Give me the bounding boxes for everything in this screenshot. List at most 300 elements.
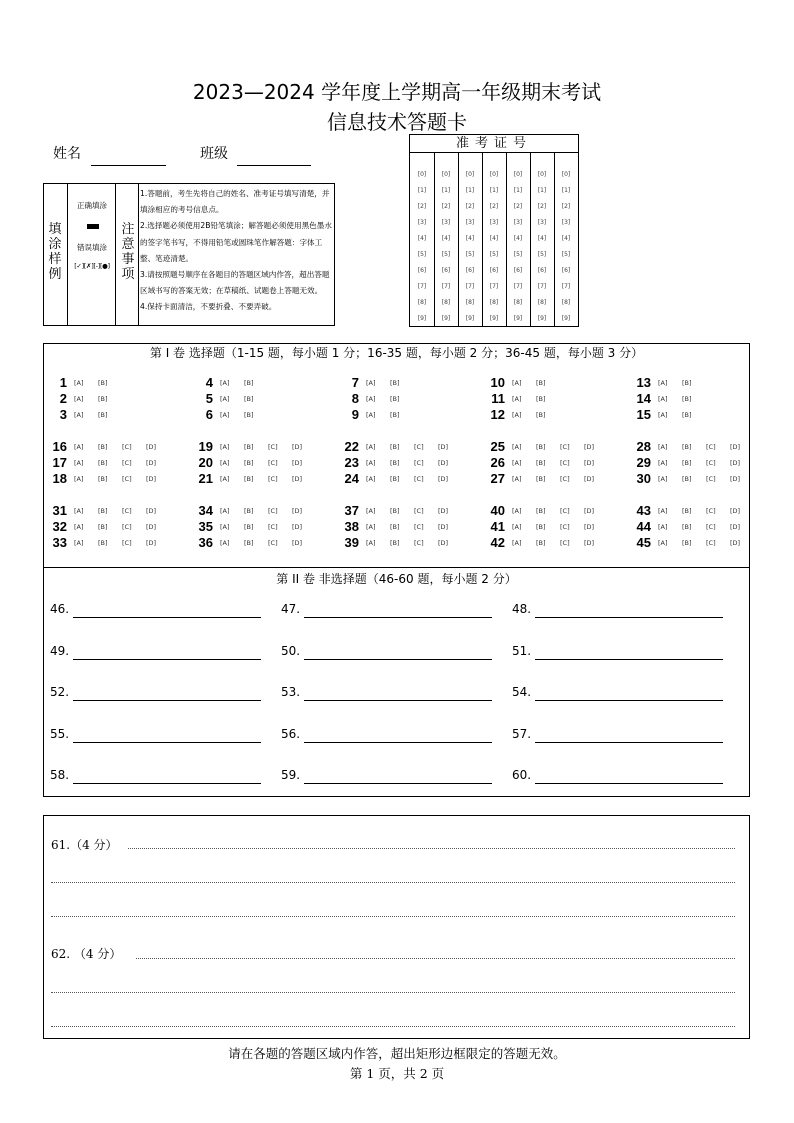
fill-answer-line[interactable]	[73, 783, 261, 784]
answer-bubble[interactable]: [B]	[536, 395, 546, 403]
notes-label: 注意事项	[121, 222, 135, 282]
answer-bubble[interactable]: [B]	[244, 507, 254, 515]
answer-bubble[interactable]: [A]	[220, 459, 230, 467]
answer-bubble[interactable]: [B]	[244, 411, 254, 419]
digit-bubble[interactable]: [4]	[561, 235, 571, 242]
answer-bubble[interactable]: [B]	[98, 507, 108, 515]
answer-bubble[interactable]: [D]	[292, 539, 303, 547]
answer-bubble[interactable]: [D]	[438, 523, 449, 531]
answer-bubble[interactable]: [A]	[512, 459, 522, 467]
answer-bubble[interactable]: [C]	[122, 523, 132, 531]
answer-line[interactable]	[51, 882, 735, 883]
answer-bubble[interactable]: [B]	[98, 523, 108, 531]
digit-bubble[interactable]: [1]	[417, 187, 427, 194]
fill-answer-line[interactable]	[304, 742, 492, 743]
answer-bubble[interactable]: [B]	[390, 443, 400, 451]
digit-bubble[interactable]: [4]	[537, 235, 547, 242]
answer-bubble[interactable]: [C]	[560, 507, 570, 515]
digit-bubble[interactable]: [5]	[537, 251, 547, 258]
answer-bubble[interactable]: [B]	[390, 475, 400, 483]
note-item: 2.选择题必须使用2B铅笔填涂；解答题必须使用黑色墨水的签字笔书写，不得用铅笔或圆珠笔作解答题：字体工整、笔迹清楚。	[140, 221, 332, 263]
digit-bubble[interactable]: [6]	[537, 267, 547, 274]
digit-bubble[interactable]: [6]	[561, 267, 571, 274]
digit-bubble[interactable]: [0]	[489, 171, 499, 178]
answer-bubble[interactable]: [D]	[730, 443, 741, 451]
answer-bubble[interactable]: [B]	[536, 539, 546, 547]
answer-bubble[interactable]: [D]	[438, 539, 449, 547]
answer-bubble[interactable]: [B]	[390, 507, 400, 515]
digit-bubble[interactable]: [7]	[537, 283, 547, 290]
digit-bubble[interactable]: [5]	[417, 251, 427, 258]
correct-fill-label: 正确填涂	[77, 201, 107, 210]
answer-bubble[interactable]: [D]	[438, 507, 449, 515]
answer-bubble[interactable]: [A]	[512, 411, 522, 419]
answer-bubble[interactable]: [A]	[366, 475, 376, 483]
answer-line[interactable]	[51, 992, 735, 993]
answer-bubble[interactable]: [D]	[584, 539, 595, 547]
answer-bubble[interactable]: [D]	[584, 459, 595, 467]
fill-answer-line[interactable]	[304, 700, 492, 701]
digit-bubble[interactable]: [5]	[441, 251, 451, 258]
digit-bubble[interactable]: [3]	[537, 219, 547, 226]
answer-bubble[interactable]: [B]	[682, 443, 692, 451]
digit-bubble[interactable]: [8]	[465, 299, 475, 306]
answer-bubble[interactable]: [B]	[244, 459, 254, 467]
fill-answer-line[interactable]	[535, 700, 723, 701]
answer-bubble[interactable]: [A]	[512, 539, 522, 547]
answer-bubble[interactable]: [C]	[414, 523, 424, 531]
answer-bubble[interactable]: [C]	[268, 459, 278, 467]
answer-bubble[interactable]: [A]	[658, 459, 668, 467]
digit-bubble[interactable]: [0]	[513, 171, 523, 178]
answer-bubble[interactable]: [A]	[658, 395, 668, 403]
class-field[interactable]	[237, 165, 311, 166]
answer-bubble[interactable]: [B]	[244, 395, 254, 403]
answer-bubble[interactable]: [D]	[292, 523, 303, 531]
fill-answer-line[interactable]	[304, 617, 492, 618]
digit-bubble[interactable]: [2]	[513, 203, 523, 210]
answer-bubble[interactable]: [A]	[366, 379, 376, 387]
digit-bubble[interactable]: [2]	[537, 203, 547, 210]
answer-bubble[interactable]: [A]	[512, 443, 522, 451]
question-number: 26	[490, 455, 505, 470]
name-label: 姓名	[53, 146, 81, 162]
digit-bubble[interactable]: [1]	[489, 187, 499, 194]
answer-bubble[interactable]: [C]	[560, 539, 570, 547]
answer-bubble[interactable]: [B]	[98, 379, 108, 387]
answer-bubble[interactable]: [D]	[730, 507, 741, 515]
digit-bubble[interactable]: [2]	[441, 203, 451, 210]
digit-bubble[interactable]: [4]	[489, 235, 499, 242]
answer-bubble[interactable]: [D]	[584, 475, 595, 483]
answer-bubble[interactable]: [A]	[366, 523, 376, 531]
question-number: 27	[490, 471, 505, 486]
digit-bubble[interactable]: [0]	[561, 171, 571, 178]
digit-bubble[interactable]: [8]	[417, 299, 427, 306]
question-number: 39	[344, 535, 359, 550]
answer-bubble[interactable]: [C]	[706, 539, 716, 547]
answer-bubble[interactable]: [B]	[98, 475, 108, 483]
answer-bubble[interactable]: [A]	[366, 539, 376, 547]
answer-bubble[interactable]: [A]	[366, 395, 376, 403]
question-number: 36	[198, 535, 213, 550]
answer-bubble[interactable]: [A]	[220, 395, 230, 403]
answer-bubble[interactable]: [B]	[536, 379, 546, 387]
answer-bubble[interactable]: [D]	[292, 443, 303, 451]
answer-bubble[interactable]: [A]	[74, 539, 84, 547]
wrong-fill-label: 错误填涂	[77, 243, 107, 252]
digit-bubble[interactable]: [2]	[489, 203, 499, 210]
answer-bubble[interactable]: [D]	[730, 459, 741, 467]
digit-bubble[interactable]: [6]	[513, 267, 523, 274]
answer-bubble[interactable]: [A]	[658, 507, 668, 515]
answer-bubble[interactable]: [D]	[146, 539, 157, 547]
answer-bubble[interactable]: [A]	[220, 379, 230, 387]
answer-bubble[interactable]: [A]	[74, 443, 84, 451]
answer-bubble[interactable]: [B]	[390, 523, 400, 531]
answer-bubble[interactable]: [C]	[414, 459, 424, 467]
question-number: 22	[344, 439, 359, 454]
fill-item-number: 48.	[512, 602, 532, 616]
digit-bubble[interactable]: [5]	[465, 251, 475, 258]
answer-bubble[interactable]: [B]	[682, 379, 692, 387]
answer-bubble[interactable]: [A]	[220, 507, 230, 515]
answer-bubble[interactable]: [A]	[512, 395, 522, 403]
answer-bubble[interactable]: [A]	[658, 523, 668, 531]
fill-answer-line[interactable]	[535, 617, 723, 618]
answer-bubble[interactable]: [D]	[292, 459, 303, 467]
digit-bubble[interactable]: [7]	[561, 283, 571, 290]
answer-bubble[interactable]: [A]	[658, 411, 668, 419]
answer-bubble[interactable]: [B]	[390, 539, 400, 547]
answer-bubble[interactable]: [D]	[292, 507, 303, 515]
answer-bubble[interactable]: [B]	[98, 459, 108, 467]
answer-line[interactable]	[128, 848, 735, 849]
digit-bubble[interactable]: [4]	[465, 235, 475, 242]
answer-bubble[interactable]: [A]	[74, 507, 84, 515]
question-number: 18	[52, 471, 67, 486]
question-number: 33	[52, 535, 67, 550]
digit-bubble[interactable]: [4]	[417, 235, 427, 242]
fill-item-number: 58.	[50, 768, 70, 782]
digit-bubble[interactable]: [1]	[441, 187, 451, 194]
digit-bubble[interactable]: [8]	[441, 299, 451, 306]
answer-bubble[interactable]: [A]	[512, 523, 522, 531]
q61-label: 61.（4 分）	[51, 838, 118, 852]
answer-bubble[interactable]: [C]	[414, 507, 424, 515]
answer-bubble[interactable]: [D]	[584, 507, 595, 515]
question-number: 19	[198, 439, 213, 454]
answer-bubble[interactable]: [B]	[390, 459, 400, 467]
fill-answer-line[interactable]	[535, 659, 723, 660]
digit-bubble[interactable]: [9]	[465, 315, 475, 322]
answer-bubble[interactable]: [C]	[122, 459, 132, 467]
answer-bubble[interactable]: [C]	[560, 459, 570, 467]
answer-bubble[interactable]: [C]	[122, 539, 132, 547]
answer-bubble[interactable]: [D]	[584, 523, 595, 531]
answer-bubble[interactable]: [B]	[98, 539, 108, 547]
question-number: 44	[636, 519, 651, 534]
question-number: 4	[205, 375, 213, 390]
digit-bubble[interactable]: [4]	[513, 235, 523, 242]
digit-bubble[interactable]: [0]	[417, 171, 427, 178]
answer-bubble[interactable]: [A]	[220, 411, 230, 419]
answer-bubble[interactable]: [B]	[536, 523, 546, 531]
question-number: 3	[59, 407, 67, 422]
digit-bubble[interactable]: [3]	[465, 219, 475, 226]
answer-bubble[interactable]: [A]	[74, 411, 84, 419]
answer-bubble[interactable]: [A]	[366, 411, 376, 419]
answer-bubble[interactable]: [B]	[98, 443, 108, 451]
answer-bubble[interactable]: [B]	[244, 379, 254, 387]
answer-bubble[interactable]: [B]	[244, 539, 254, 547]
answer-bubble[interactable]: [B]	[536, 475, 546, 483]
answer-bubble[interactable]: [C]	[706, 523, 716, 531]
exam-title: 2023—2024 学年度上学期高一年级期末考试	[192, 80, 602, 104]
answer-bubble[interactable]: [B]	[390, 379, 400, 387]
fill-answer-line[interactable]	[73, 700, 261, 701]
answer-bubble[interactable]: [B]	[682, 411, 692, 419]
answer-line[interactable]	[136, 958, 735, 959]
question-number: 1	[59, 375, 67, 390]
fill-item-number: 53.	[281, 685, 301, 699]
answer-bubble[interactable]: [D]	[438, 443, 449, 451]
question-number: 11	[491, 391, 505, 406]
note-item: 1.答题前，考生先将自己的姓名、准考证号填写清楚，并填涂相应的考号信息点。	[140, 189, 330, 215]
digit-bubble[interactable]: [3]	[561, 219, 571, 226]
notes-list	[140, 186, 335, 316]
question-number: 23	[344, 455, 359, 470]
digit-bubble[interactable]: [9]	[513, 315, 523, 322]
fill-answer-line[interactable]	[304, 783, 492, 784]
digit-bubble[interactable]: [7]	[513, 283, 523, 290]
answer-bubble[interactable]: [A]	[658, 475, 668, 483]
exam-number-grid	[409, 134, 579, 327]
answer-bubble[interactable]: [A]	[220, 523, 230, 531]
answer-bubble[interactable]: [D]	[584, 443, 595, 451]
answer-bubble[interactable]: [A]	[366, 443, 376, 451]
question-number: 40	[490, 503, 505, 518]
digit-bubble[interactable]: [3]	[441, 219, 451, 226]
answer-bubble[interactable]: [D]	[438, 459, 449, 467]
answer-bubble[interactable]: [B]	[98, 395, 108, 403]
answer-bubble[interactable]: [C]	[706, 443, 716, 451]
answer-bubble[interactable]: [B]	[244, 523, 254, 531]
fill-answer-line[interactable]	[73, 659, 261, 660]
question-number: 28	[636, 439, 651, 454]
answer-bubble[interactable]: [D]	[146, 523, 157, 531]
answer-bubble[interactable]: [B]	[390, 395, 400, 403]
name-field[interactable]	[91, 165, 166, 166]
question-number: 20	[198, 455, 213, 470]
choice-section-title: 第 I 卷 选择题（1-15 题，每小题 1 分；16-35 题，每小题 2 分；36-45 题，每小题 3 分）	[149, 346, 644, 360]
digit-bubble[interactable]: [7]	[489, 283, 499, 290]
answer-bubble[interactable]: [A]	[220, 475, 230, 483]
question-number: 2	[59, 391, 67, 406]
digit-bubble[interactable]: [6]	[465, 267, 475, 274]
answer-bubble[interactable]: [A]	[220, 539, 230, 547]
digit-bubble[interactable]: [9]	[441, 315, 451, 322]
question-number: 38	[344, 519, 359, 534]
answer-bubble[interactable]: [B]	[682, 395, 692, 403]
question-number: 45	[636, 535, 651, 550]
question-number: 21	[198, 471, 213, 486]
answer-line[interactable]	[51, 916, 735, 917]
fill-answer-line[interactable]	[535, 742, 723, 743]
essay-section	[43, 815, 750, 1039]
answer-bubble[interactable]: [C]	[706, 507, 716, 515]
question-number: 13	[636, 375, 651, 390]
fill-item-number: 59.	[281, 768, 301, 782]
fill-answer-line[interactable]	[73, 617, 261, 618]
answer-bubble[interactable]: [D]	[730, 475, 741, 483]
digit-bubble[interactable]: [3]	[417, 219, 427, 226]
digit-bubble[interactable]: [2]	[417, 203, 427, 210]
answer-bubble[interactable]: [A]	[512, 475, 522, 483]
digit-bubble[interactable]: [6]	[417, 267, 427, 274]
fill-item-number: 49.	[50, 643, 70, 658]
answer-bubble[interactable]: [C]	[560, 475, 570, 483]
answer-bubble[interactable]: [C]	[268, 443, 278, 451]
digit-bubble[interactable]: [7]	[417, 283, 427, 290]
fill-answer-line[interactable]	[535, 783, 723, 784]
digit-bubble[interactable]: [1]	[513, 187, 523, 194]
digit-bubble[interactable]: [5]	[513, 251, 523, 258]
answer-bubble[interactable]: [A]	[220, 443, 230, 451]
digit-bubble[interactable]: [5]	[489, 251, 499, 258]
answer-bubble[interactable]: [C]	[706, 459, 716, 467]
digit-bubble[interactable]: [1]	[561, 187, 571, 194]
answer-bubble[interactable]: [B]	[536, 443, 546, 451]
question-number: 25	[490, 439, 505, 454]
digit-bubble[interactable]: [9]	[489, 315, 499, 322]
question-number: 6	[205, 407, 213, 422]
digit-bubble[interactable]: [8]	[537, 299, 547, 306]
answer-bubble[interactable]: [C]	[560, 523, 570, 531]
digit-bubble[interactable]: [5]	[561, 251, 571, 258]
digit-bubble[interactable]: [1]	[537, 187, 547, 194]
digit-bubble[interactable]: [7]	[465, 283, 475, 290]
answer-bubble[interactable]: [B]	[682, 459, 692, 467]
choice-section	[43, 343, 750, 568]
answer-bubble[interactable]: [A]	[74, 395, 84, 403]
instructions-box	[43, 183, 335, 326]
answer-bubble[interactable]: [D]	[146, 459, 157, 467]
answer-bubble[interactable]: [B]	[682, 475, 692, 483]
question-number: 31	[52, 503, 67, 518]
answer-bubble[interactable]: [A]	[658, 443, 668, 451]
fill-answer-line[interactable]	[73, 742, 261, 743]
answer-bubble[interactable]: [A]	[658, 379, 668, 387]
digit-bubble[interactable]: [2]	[465, 203, 475, 210]
answer-bubble[interactable]: [D]	[730, 523, 741, 531]
fill-section	[43, 568, 750, 797]
question-number: 29	[636, 455, 651, 470]
answer-bubble[interactable]: [C]	[268, 507, 278, 515]
answer-bubble[interactable]: [A]	[74, 523, 84, 531]
answer-bubble[interactable]: [B]	[682, 539, 692, 547]
digit-bubble[interactable]: [8]	[561, 299, 571, 306]
digit-bubble[interactable]: [8]	[489, 299, 499, 306]
digit-bubble[interactable]: [9]	[561, 315, 571, 322]
answer-bubble[interactable]: [B]	[390, 411, 400, 419]
digit-bubble[interactable]: [6]	[489, 267, 499, 274]
fill-item-number: 57.	[512, 726, 532, 741]
answer-bubble[interactable]: [D]	[438, 475, 449, 483]
answer-bubble[interactable]: [C]	[268, 523, 278, 531]
question-number: 35	[198, 519, 213, 534]
digit-bubble[interactable]: [3]	[489, 219, 499, 226]
answer-bubble[interactable]: [C]	[414, 475, 424, 483]
digit-bubble[interactable]: [0]	[465, 171, 475, 178]
answer-bubble[interactable]: [C]	[706, 475, 716, 483]
digit-bubble[interactable]: [2]	[561, 203, 571, 210]
answer-bubble[interactable]: [C]	[122, 475, 132, 483]
fill-answer-line[interactable]	[304, 659, 492, 660]
digit-bubble[interactable]: [6]	[441, 267, 451, 274]
digit-bubble[interactable]: [8]	[513, 299, 523, 306]
digit-bubble[interactable]: [3]	[513, 219, 523, 226]
question-number: 32	[52, 519, 67, 534]
answer-bubble[interactable]: [B]	[98, 411, 108, 419]
digit-bubble[interactable]: [4]	[441, 235, 451, 242]
question-number: 30	[636, 471, 651, 486]
answer-bubble[interactable]: [C]	[122, 507, 132, 515]
note-item: 4.保持卡面清洁，不要折叠、不要弄破。	[140, 302, 277, 312]
answer-bubble[interactable]: [A]	[74, 459, 84, 467]
answer-bubble[interactable]: [C]	[414, 443, 424, 451]
answer-bubble[interactable]: [B]	[682, 523, 692, 531]
answer-bubble[interactable]: [C]	[268, 539, 278, 547]
digit-bubble[interactable]: [9]	[417, 315, 427, 322]
card-title: 信息技术答题卡	[327, 110, 467, 134]
answer-bubble[interactable]: [D]	[730, 539, 741, 547]
digit-bubble[interactable]: [1]	[465, 187, 475, 194]
digit-bubble[interactable]: [9]	[537, 315, 547, 322]
answer-bubble[interactable]: [C]	[122, 443, 132, 451]
answer-line[interactable]	[51, 1026, 735, 1027]
note-item: 3.请按照题号顺序在各题目的答题区域内作答，超出答题区域书写的答案无效；在草稿纸、试题卷上答题无效。	[140, 270, 330, 296]
digit-bubble[interactable]: [0]	[441, 171, 451, 178]
answer-bubble[interactable]: [D]	[146, 475, 157, 483]
answer-bubble[interactable]: [B]	[536, 507, 546, 515]
fill-item-number: 56.	[281, 726, 301, 741]
answer-bubble[interactable]: [B]	[244, 475, 254, 483]
answer-bubble[interactable]: [A]	[512, 507, 522, 515]
answer-bubble[interactable]: [C]	[268, 475, 278, 483]
answer-bubble[interactable]: [A]	[74, 379, 84, 387]
answer-bubble[interactable]: [B]	[682, 507, 692, 515]
digit-bubble[interactable]: [0]	[537, 171, 547, 178]
answer-bubble[interactable]: [A]	[512, 379, 522, 387]
answer-bubble[interactable]: [A]	[366, 507, 376, 515]
answer-bubble[interactable]: [A]	[74, 475, 84, 483]
answer-bubble[interactable]: [A]	[658, 539, 668, 547]
answer-bubble[interactable]: [A]	[366, 459, 376, 467]
question-number: 12	[490, 407, 505, 422]
digit-bubble[interactable]: [7]	[441, 283, 451, 290]
answer-bubble[interactable]: [D]	[146, 443, 157, 451]
answer-bubble[interactable]: [B]	[536, 459, 546, 467]
question-number: 16	[52, 439, 67, 454]
answer-bubble[interactable]: [D]	[146, 507, 157, 515]
answer-bubble[interactable]: [C]	[560, 443, 570, 451]
question-number: 42	[490, 535, 505, 550]
answer-bubble[interactable]: [D]	[292, 475, 303, 483]
answer-bubble[interactable]: [C]	[414, 539, 424, 547]
answer-bubble[interactable]: [B]	[244, 443, 254, 451]
answer-bubble[interactable]: [B]	[536, 411, 546, 419]
